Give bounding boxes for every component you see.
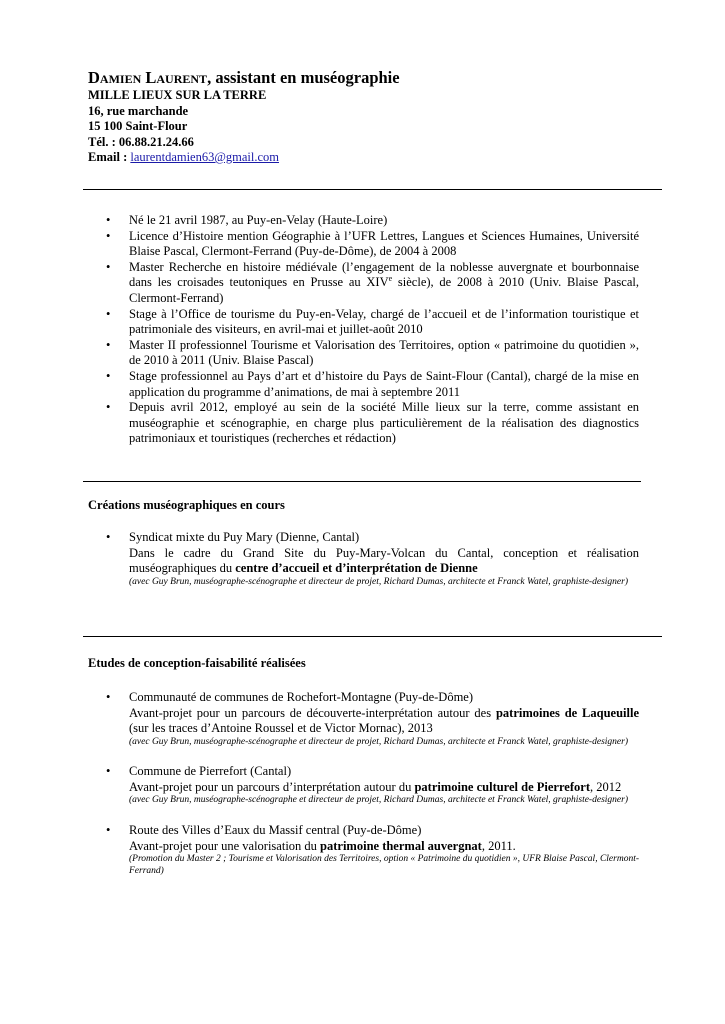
etude-item — [106, 823, 639, 877]
phone-number: Tél. : 06.88.21.24.66 — [88, 134, 194, 149]
first-name: Damien — [88, 68, 142, 87]
etudes-list — [106, 690, 639, 877]
creation-note: (avec Guy Brun, muséographe-scénographe et directeur de projet, Richard Dumas, architecte et Franck Watel, graphiste-designer) — [129, 576, 628, 587]
bio-list — [106, 213, 639, 447]
etude-place: • Commune de Pierrefort (Cantal) — [129, 764, 292, 779]
email-line — [88, 150, 648, 166]
bio-item — [106, 213, 639, 229]
bio-text: Master II professionnel Tourisme et Valorisation des Territoires, option « patrimoine du quotidien », de 2010 à 2011 (Univ. Blaise Pascal) — [129, 337, 639, 368]
etude-item — [106, 764, 639, 807]
last-name: Laurent — [145, 68, 208, 87]
bio-text: Stage à l’Office de tourisme du Puy-en-Velay, chargé de l’accueil et de l’information touristique et patrimoniale des visiteurs, en avril-mai et juillet-août 2010 — [129, 306, 639, 337]
bio-text: Master Recherche en histoire médiévale (l’engagement de la noblesse auvergnate et bourbonnaise dans les croisades teutoniques en Prusse au XIV — [129, 259, 639, 290]
bio-text: Depuis avril 2012, employé au sein de la société Mille lieux sur la terre, comme assistant en muséographie et scénographie, en charge plus particulièrement de la réalisation des diagnostics patrimoniaux et touristiques (recherches et rédaction) — [129, 400, 639, 446]
bio-text: Licence d’Histoire mention Géographie à l’UFR Lettres, Langues et Sciences Humaines, Université Blaise Pascal, Clermont-Ferrand (Puy-de-Dôme), de 2004 à 2008 — [129, 228, 639, 259]
city-address: 15 100 Saint-Flour — [88, 119, 188, 133]
company-name: MILLE LIEUX SUR LA TERRE — [88, 88, 267, 102]
name-title — [88, 68, 648, 88]
etude-highlight: patrimoines de Laqueuille — [495, 705, 640, 720]
etude-highlight: patrimoine thermal auvergnat — [320, 838, 482, 853]
bio-item — [106, 338, 639, 369]
etudes-section-title: Etudes de conception-faisabilité réalisées — [88, 656, 306, 670]
bio-item — [106, 369, 639, 400]
bio-text: Stage professionnel au Pays d’art et d’histoire du Pays de Saint-Flour (Cantal), chargé de la mise en application du programme d’animations, de mai à septembre 2011 — [129, 368, 639, 399]
etude-place: • Communauté de communes de Rochefort-Montagne (Puy-de-Dôme) — [129, 690, 474, 704]
bio-item — [106, 307, 639, 338]
email-link[interactable]: laurentdamien63@gmail.com — [130, 150, 279, 164]
etude-description: Avant-projet pour un parcours d’interprétation autour du patrimoine culturel de Pierrefort, 2012 — [129, 779, 622, 794]
creation-highlight: centre d’accueil et d’interprétation de Dienne — [235, 561, 478, 576]
creations-divider — [83, 636, 662, 637]
etude-note: (Promotion du Master 2 ; Tourisme et Valorisation des Territoires, option « Patrimoine du quotidien », UFR Blaise Pascal, Clermont-Ferrand) — [129, 854, 639, 876]
street-address: 16, rue marchande — [88, 103, 189, 118]
creation-item — [106, 530, 639, 588]
creations-list — [106, 530, 639, 588]
cv-header — [88, 68, 648, 166]
bio-item — [106, 400, 639, 447]
bio-divider — [83, 481, 641, 482]
bio-item — [106, 229, 639, 260]
etude-note: (avec Guy Brun, muséographe-scénographe et directeur de projet, Richard Dumas, architecte et Franck Watel, graphiste-designer) — [129, 795, 628, 806]
etude-place: • Route des Villes d’Eaux du Massif central (Puy-de-Dôme) — [129, 822, 422, 837]
header-divider — [83, 189, 662, 190]
creations-section-title: Créations muséographiques en cours — [88, 498, 285, 512]
etude-item — [106, 690, 639, 748]
job-title: , assistant en muséographie — [207, 68, 400, 87]
email-label: Email : — [88, 150, 131, 164]
etude-note: (avec Guy Brun, muséographe-scénographe et directeur de projet, Richard Dumas, architecte et Franck Watel, graphiste-designer) — [129, 736, 628, 747]
etude-description: Avant-projet pour une valorisation du patrimoine thermal auvergnat, 2011. — [129, 838, 516, 853]
etude-highlight: patrimoine culturel de Pierrefort — [414, 779, 590, 794]
creation-place: • Syndicat mixte du Puy Mary (Dienne, Cantal) — [129, 530, 360, 544]
bio-text: Né le 21 avril 1987, au Puy-en-Velay (Haute-Loire) — [129, 213, 388, 227]
bio-item — [106, 260, 639, 307]
creation-description: Dans le cadre du Grand Site du Puy-Mary-Volcan du Cantal, conception et réalisation muséographiques du centre d’accueil et d’interprétation de Dienne — [129, 545, 639, 576]
bio-text: siècle), de 2008 à 2010 (Univ. Blaise Pascal, Clermont-Ferrand) — [129, 275, 639, 305]
superscript: e — [388, 274, 393, 284]
etude-description: Avant-projet pour un parcours de découverte-interprétation autour des patrimoines de Laqueuille (sur les traces d’Antoine Roussel et de Victor Mornac), 2013 — [129, 705, 640, 736]
